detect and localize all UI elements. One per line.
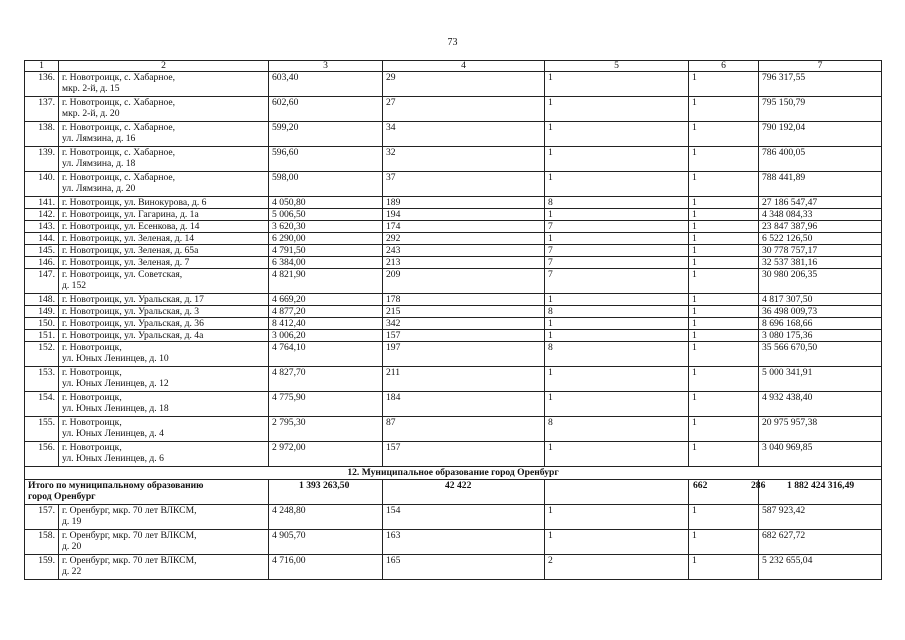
value-c4: 292 [383,233,545,245]
value-c5: 7 [545,257,689,269]
address-line: ул. Юных Ленинцев, д. 10 [62,353,169,364]
address-line: г. Новотроицк, ул. Уральская, д. 3 [62,306,200,317]
row-number: 151. [25,330,59,342]
total-label-line: Итого по муниципальному образованию [28,480,204,491]
row-number: 137. [25,97,59,122]
table-row [25,294,882,306]
value-c6: 1 [689,294,759,306]
address-cell [59,505,269,530]
address-line: г. Новотроицк, ул. Уральская, д. 4а [62,330,204,341]
value-c4: 32 [383,147,545,172]
value-c6: 1 [689,197,759,209]
value-c4: 197 [383,342,545,367]
value-c6: 1 [689,122,759,147]
value-c3: 603,40 [269,72,383,97]
address-line: г. Новотроицк, ул. Гагарина, д. 1а [62,209,199,220]
table-row [25,530,882,555]
value-c3: 4 716,00 [269,555,383,580]
value-c6: 1 [689,147,759,172]
address-cell [59,122,269,147]
value-c7: 3 040 969,85 [759,442,882,467]
total-c4: 42 422 [383,480,545,505]
address-cell [59,342,269,367]
row-number: 153. [25,367,59,392]
address-cell [59,72,269,97]
value-c4: 211 [383,367,545,392]
value-c3: 4 905,70 [269,530,383,555]
address-cell [59,530,269,555]
address-line: г. Новотроицк, ул. Зеленая, д. 14 [62,233,195,244]
address-line: ул. Лямзина, д. 18 [62,158,136,169]
row-number: 157. [25,505,59,530]
row-number: 146. [25,257,59,269]
address-line: г. Новотроицк, с. Хабарное, [62,147,176,158]
row-number: 140. [25,172,59,197]
value-c7: 35 566 670,50 [759,342,882,367]
value-c6: 1 [689,233,759,245]
address-cell [59,245,269,257]
total-c5: 662 [545,480,689,505]
row-number: 156. [25,442,59,467]
address-cell [59,172,269,197]
value-c5: 8 [545,306,689,318]
value-c7: 796 317,55 [759,72,882,97]
value-c6: 1 [689,330,759,342]
table-row [25,147,882,172]
value-c7: 4 348 084,33 [759,209,882,221]
value-c4: 174 [383,221,545,233]
column-header: 2 [59,61,269,72]
value-c3: 8 412,40 [269,318,383,330]
value-c6: 1 [689,269,759,294]
address-line: г. Новотроицк, ул. Винокурова, д. 6 [62,197,207,208]
value-c4: 184 [383,392,545,417]
value-c7: 682 627,72 [759,530,882,555]
value-c7: 27 186 547,47 [759,197,882,209]
row-number: 139. [25,147,59,172]
value-c4: 189 [383,197,545,209]
value-c6: 1 [689,417,759,442]
row-number: 155. [25,417,59,442]
value-c4: 194 [383,209,545,221]
value-c5: 1 [545,530,689,555]
table-row [25,417,882,442]
total-label [25,480,269,505]
value-c7: 36 498 009,73 [759,306,882,318]
table-row [25,330,882,342]
column-header: 3 [269,61,383,72]
value-c6: 1 [689,342,759,367]
value-c4: 157 [383,442,545,467]
row-number: 144. [25,233,59,245]
table-row [25,122,882,147]
value-c6: 1 [689,392,759,417]
value-c4: 157 [383,330,545,342]
value-c3: 598,00 [269,172,383,197]
address-line: ул. Юных Ленинцев, д. 6 [62,453,164,464]
table-row [25,221,882,233]
address-line: г. Оренбург, мкр. 70 лет ВЛКСМ, [62,530,197,541]
value-c4: 34 [383,122,545,147]
value-c6: 1 [689,72,759,97]
address-line: г. Новотроицк, ул. Уральская, д. 17 [62,294,204,305]
value-c3: 596,60 [269,147,383,172]
value-c4: 243 [383,245,545,257]
total-c3: 1 393 263,50 [269,480,383,505]
column-header: 5 [545,61,689,72]
value-c6: 1 [689,257,759,269]
value-c3: 4 775,90 [269,392,383,417]
value-c6: 1 [689,209,759,221]
table-row [25,97,882,122]
value-c7: 4 932 438,40 [759,392,882,417]
value-c7: 4 817 307,50 [759,294,882,306]
value-c4: 154 [383,505,545,530]
value-c3: 2 972,00 [269,442,383,467]
value-c5: 1 [545,318,689,330]
address-cell [59,209,269,221]
table-row [25,505,882,530]
section-title: 12. Муниципальное образование город Оренбург [25,467,882,480]
row-number: 149. [25,306,59,318]
value-c5: 1 [545,122,689,147]
address-line: д. 19 [62,516,82,527]
value-c4: 29 [383,72,545,97]
value-c6: 1 [689,97,759,122]
total-row [25,480,882,505]
value-c5: 8 [545,417,689,442]
table-row [25,318,882,330]
total-c7: 1 882 424 316,49 [759,480,882,505]
value-c5: 7 [545,221,689,233]
address-line: г. Новотроицк, ул. Зеленая, д. 7 [62,257,190,268]
value-c3: 4 827,70 [269,367,383,392]
value-c4: 209 [383,269,545,294]
address-cell [59,257,269,269]
address-line: д. 152 [62,280,87,291]
value-c7: 8 696 168,66 [759,318,882,330]
value-c6: 1 [689,306,759,318]
row-number: 154. [25,392,59,417]
table-row [25,209,882,221]
address-cell [59,147,269,172]
value-c7: 30 778 757,17 [759,245,882,257]
address-line: г. Оренбург, мкр. 70 лет ВЛКСМ, [62,505,197,516]
value-c3: 6 384,00 [269,257,383,269]
address-line: г. Новотроицк, с. Хабарное, [62,97,176,108]
value-c4: 87 [383,417,545,442]
table-row [25,269,882,294]
page-number: 73 [447,37,458,48]
value-c7: 5 232 655,04 [759,555,882,580]
value-c6: 1 [689,221,759,233]
value-c3: 6 290,00 [269,233,383,245]
section-row [25,467,882,480]
value-c3: 4 764,10 [269,342,383,367]
address-line: мкр. 2-й, д. 20 [62,108,120,119]
value-c4: 163 [383,530,545,555]
value-c7: 788 441,89 [759,172,882,197]
value-c5: 1 [545,505,689,530]
table-row [25,555,882,580]
housing-table [24,60,882,580]
value-c4: 27 [383,97,545,122]
address-line: г. Оренбург, мкр. 70 лет ВЛКСМ, [62,555,197,566]
table-row [25,257,882,269]
address-cell [59,442,269,467]
column-number-row [25,61,882,72]
address-line: д. 20 [62,541,82,552]
row-number: 148. [25,294,59,306]
address-cell [59,294,269,306]
address-cell [59,367,269,392]
table-row [25,172,882,197]
total-label-line: город Оренбург [28,491,96,502]
row-number: 152. [25,342,59,367]
row-number: 158. [25,530,59,555]
address-cell [59,221,269,233]
address-line: мкр. 2-й, д. 15 [62,83,120,94]
table-row [25,342,882,367]
value-c5: 1 [545,72,689,97]
value-c5: 1 [545,233,689,245]
value-c5: 8 [545,197,689,209]
value-c7: 795 150,79 [759,97,882,122]
row-number: 141. [25,197,59,209]
value-c4: 342 [383,318,545,330]
row-number: 138. [25,122,59,147]
value-c7: 32 537 381,16 [759,257,882,269]
address-line: г. Новотроицк, [62,367,122,378]
value-c7: 5 000 341,91 [759,367,882,392]
value-c3: 5 006,50 [269,209,383,221]
address-line: ул. Лямзина, д. 20 [62,183,136,194]
address-line: ул. Лямзина, д. 16 [62,133,136,144]
address-line: г. Новотроицк, ул. Уральская, д. 36 [62,318,204,329]
row-number: 147. [25,269,59,294]
value-c3: 3 006,20 [269,330,383,342]
table-row [25,197,882,209]
table-row [25,392,882,417]
value-c6: 1 [689,442,759,467]
address-line: г. Новотроицк, [62,417,122,428]
address-line: ул. Юных Ленинцев, д. 4 [62,428,164,439]
row-number: 145. [25,245,59,257]
column-header: 4 [383,61,545,72]
row-number: 159. [25,555,59,580]
value-c3: 4 791,50 [269,245,383,257]
address-cell [59,197,269,209]
value-c6: 1 [689,318,759,330]
value-c6: 1 [689,172,759,197]
address-line: г. Новотроицк, с. Хабарное, [62,72,176,83]
row-number: 142. [25,209,59,221]
value-c7: 786 400,05 [759,147,882,172]
address-cell [59,269,269,294]
address-line: г. Новотроицк, с. Хабарное, [62,172,176,183]
value-c5: 1 [545,294,689,306]
value-c3: 602,60 [269,97,383,122]
value-c6: 1 [689,505,759,530]
address-line: г. Новотроицк, [62,342,122,353]
value-c6: 1 [689,367,759,392]
value-c5: 1 [545,392,689,417]
value-c6: 1 [689,245,759,257]
value-c5: 8 [545,342,689,367]
address-cell [59,97,269,122]
table-row [25,442,882,467]
address-line: д. 22 [62,566,82,577]
column-header: 7 [759,61,882,72]
address-line: г. Новотроицк, [62,392,122,403]
address-line: ул. Юных Ленинцев, д. 12 [62,378,169,389]
address-line: ул. Юных Ленинцев, д. 18 [62,403,169,414]
value-c5: 2 [545,555,689,580]
value-c6: 1 [689,555,759,580]
table-row [25,306,882,318]
value-c3: 599,20 [269,122,383,147]
value-c3: 3 620,30 [269,221,383,233]
address-line: г. Новотроицк, с. Хабарное, [62,122,176,133]
value-c5: 1 [545,367,689,392]
value-c7: 6 522 126,50 [759,233,882,245]
address-cell [59,555,269,580]
value-c4: 215 [383,306,545,318]
column-header: 6 [689,61,759,72]
value-c7: 30 980 206,35 [759,269,882,294]
value-c3: 4 877,20 [269,306,383,318]
value-c5: 7 [545,269,689,294]
value-c5: 1 [545,97,689,122]
value-c5: 1 [545,147,689,172]
column-header: 1 [25,61,59,72]
table-row [25,233,882,245]
value-c3: 2 795,30 [269,417,383,442]
address-cell [59,306,269,318]
value-c7: 20 975 957,38 [759,417,882,442]
row-number: 136. [25,72,59,97]
row-number: 150. [25,318,59,330]
value-c5: 7 [545,245,689,257]
value-c4: 165 [383,555,545,580]
total-c6: 286 [689,480,759,505]
value-c4: 37 [383,172,545,197]
address-cell [59,318,269,330]
value-c7: 587 923,42 [759,505,882,530]
value-c7: 23 847 387,96 [759,221,882,233]
table-row [25,72,882,97]
address-cell [59,417,269,442]
address-line: г. Новотроицк, [62,442,122,453]
address-line: г. Новотроицк, ул. Есенкова, д. 14 [62,221,200,232]
value-c7: 3 080 175,36 [759,330,882,342]
address-cell [59,233,269,245]
value-c4: 178 [383,294,545,306]
table-row [25,245,882,257]
address-line: г. Новотроицк, ул. Советская, [62,269,183,280]
value-c5: 1 [545,172,689,197]
value-c5: 1 [545,330,689,342]
row-number: 143. [25,221,59,233]
value-c3: 4 050,80 [269,197,383,209]
value-c5: 1 [545,442,689,467]
value-c3: 4 821,90 [269,269,383,294]
table-row [25,367,882,392]
address-cell [59,392,269,417]
address-line: г. Новотроицк, ул. Зеленая, д. 65а [62,245,199,256]
value-c4: 213 [383,257,545,269]
value-c3: 4 669,20 [269,294,383,306]
address-cell [59,330,269,342]
value-c6: 1 [689,530,759,555]
value-c7: 790 192,04 [759,122,882,147]
value-c3: 4 248,80 [269,505,383,530]
value-c5: 1 [545,209,689,221]
